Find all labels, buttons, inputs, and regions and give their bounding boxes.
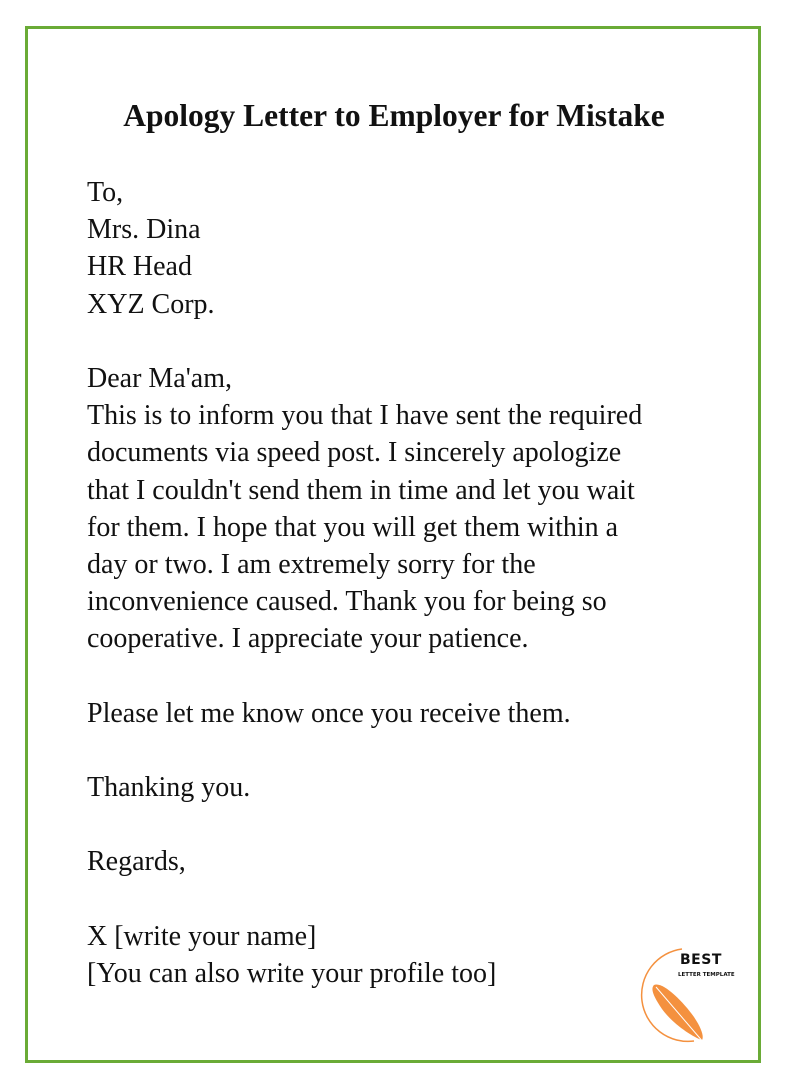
salutation: Dear Ma'am, [87, 362, 232, 394]
paragraph-line: cooperative. I appreciate your patience. [87, 623, 529, 655]
letter-body [87, 174, 642, 992]
recipient-line: XYZ Corp. [87, 288, 215, 320]
closing-line: Regards, [87, 846, 186, 878]
paragraph-line: inconvenience caused. Thank you for being so [87, 586, 607, 618]
signature-line: X [write your name] [87, 920, 317, 952]
paragraph-line: that I couldn't send them in time and let you wait [87, 474, 635, 506]
recipient-line: To, [87, 177, 124, 208]
recipient-line: Mrs. Dina [87, 214, 201, 246]
paragraph-line: day or two. I am extremely sorry for the [87, 548, 536, 580]
request-line: Please let me know once you receive them. [87, 697, 571, 729]
logo-brand: BEST [680, 952, 722, 968]
signature-line: [You can also write your profile too] [87, 957, 497, 989]
paragraph-line: This is to inform you that I have sent the required [87, 400, 643, 432]
recipient-line: HR Head [87, 251, 192, 283]
paragraph-line: documents via speed post. I sincerely apologize [87, 437, 622, 469]
thanks-line: Thanking you. [87, 772, 251, 803]
paragraph-line: for them. I hope that you will get them within a [87, 511, 619, 543]
best-letter-template-logo [632, 945, 742, 1045]
letter-title: Apology Letter to Employer for Mistake [123, 98, 665, 133]
logo-subtitle: LETTER TEMPLATE [678, 972, 735, 978]
